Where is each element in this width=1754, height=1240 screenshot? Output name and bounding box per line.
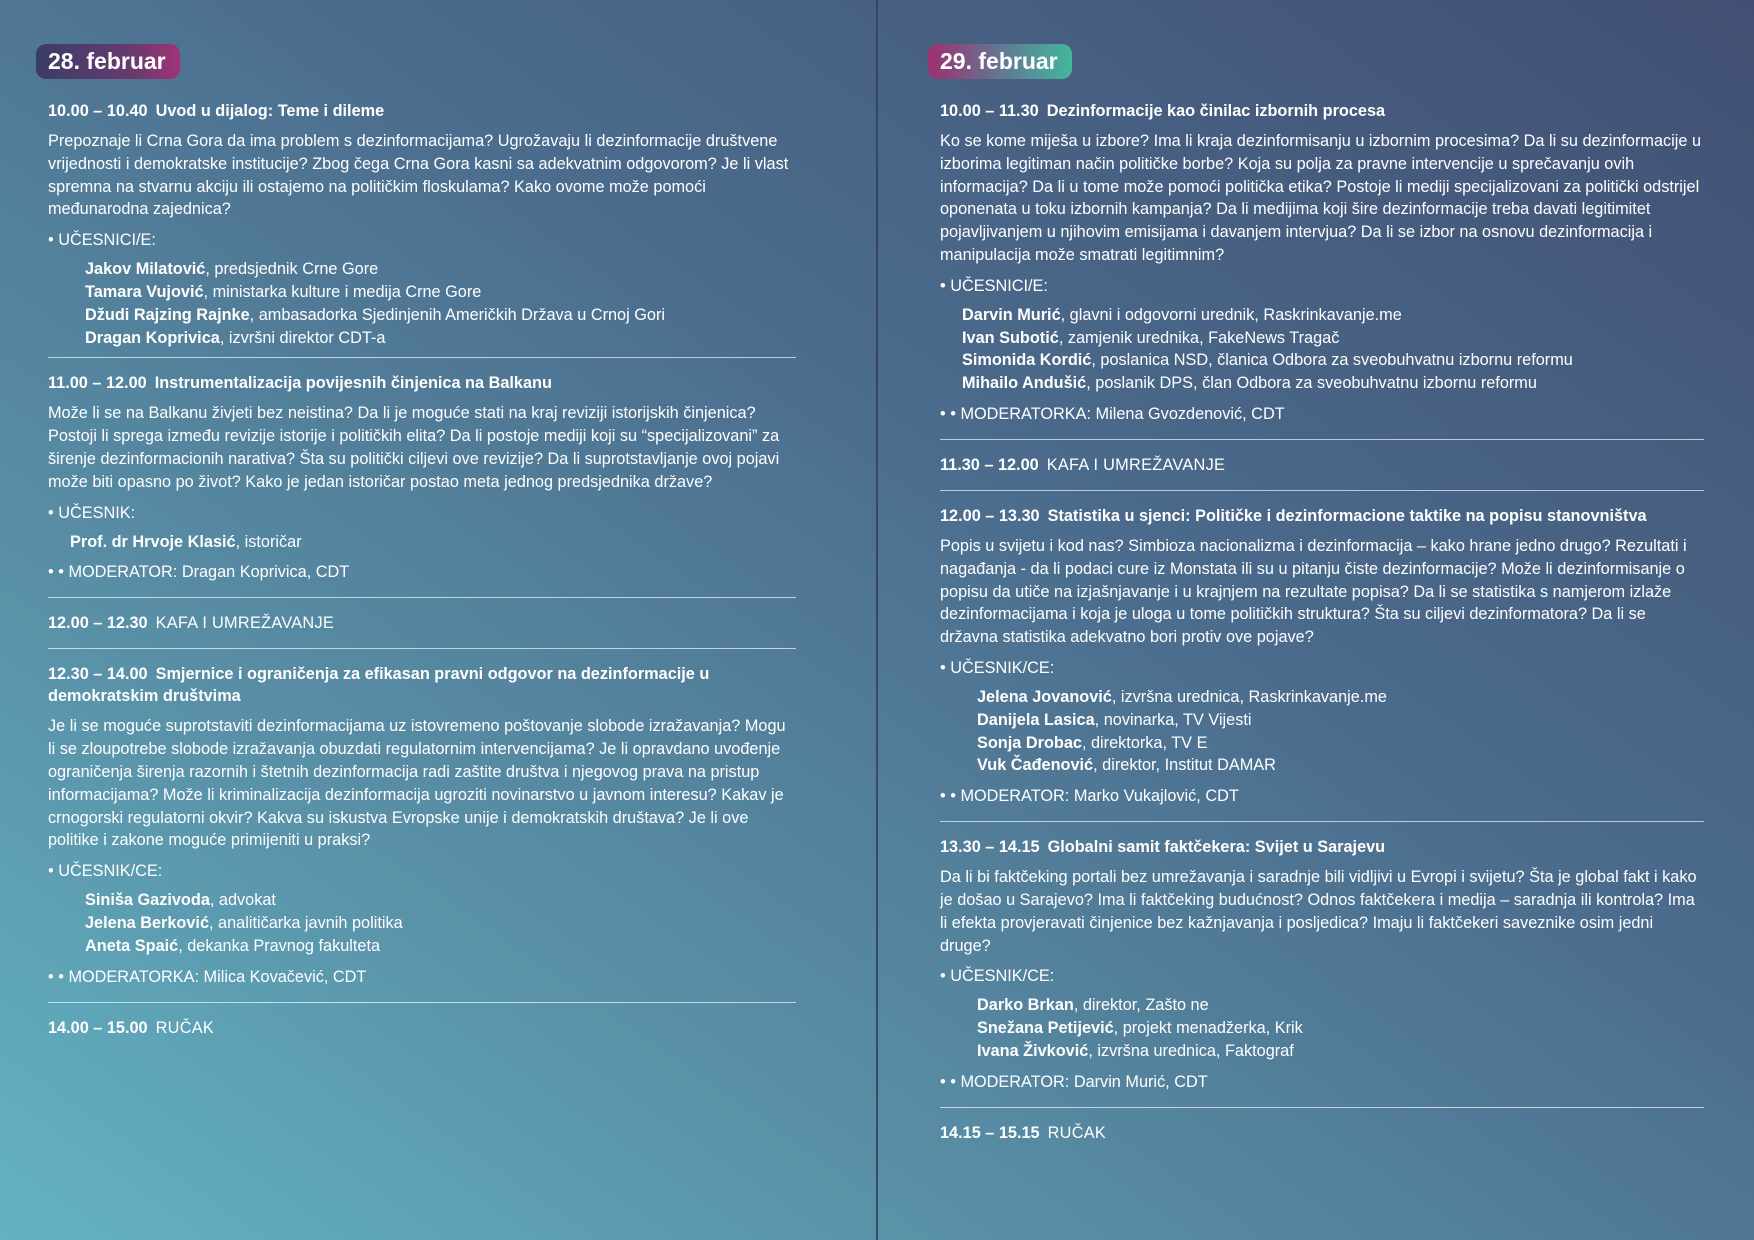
participant — [48, 258, 796, 281]
session-time: 12.30 – 14.00 — [48, 665, 148, 684]
break-label: KAFA I UMREŽAVANJE — [155, 614, 335, 633]
participant-name: Danijela Lasica — [977, 710, 1095, 729]
participants-list — [48, 531, 796, 554]
participant — [940, 994, 1704, 1017]
participant — [940, 1017, 1704, 1040]
participant — [940, 686, 1704, 709]
participant-name: Simonida Kordić — [962, 351, 1092, 370]
participant-role: , advokat — [209, 891, 276, 910]
participant-role: , izvršna urednica, Raskrinkavanje.me — [1111, 687, 1387, 706]
session-title — [940, 505, 1704, 527]
participant-role: , poslanica NSD, članica Odbora za sveobuhvatnu izbornu reformu — [1091, 351, 1573, 370]
participant-role: , izvršni direktor CDT-a — [219, 328, 386, 347]
session-title — [48, 663, 796, 707]
participants-label: • UČESNICI/E: — [48, 231, 156, 250]
participant — [48, 281, 796, 304]
section-divider — [48, 648, 796, 649]
participants-label: • UČESNICI/E: — [940, 276, 1048, 295]
day-column-left — [48, 44, 796, 1053]
session-name: Dezinformacije kao činilac izbornih procesa — [1046, 102, 1386, 120]
participant — [940, 709, 1704, 732]
participant-name: Jakov Milatović — [85, 260, 206, 279]
session-time: 13.30 – 14.15 — [940, 838, 1040, 857]
break-time: 14.00 – 15.00 — [48, 1018, 148, 1037]
participant-name: Ivana Živković — [977, 1041, 1089, 1060]
participant-name: Tamara Vujović — [85, 282, 204, 301]
section-divider — [940, 1107, 1704, 1108]
break-row — [940, 1122, 1704, 1144]
participants-label: • UČESNIK/CE: — [48, 862, 163, 881]
participant-role: , zamjenik urednika, FakeNews Tragač — [1058, 328, 1340, 347]
participant-name: Dragan Koprivica — [85, 328, 220, 347]
session-description: Prepoznaje li Crna Gora da ima problem s dezinformacijama? Ugrožavaju li dezinformacije društvene vrijednosti i demokratske institucije? Zbog čega Crna Gora kasni sa adekvatnim odgovorom? Je li vlast spremna na stvarnu akciju ili ostajemo na političkim floskulama? Kako ovome može pomoći međunarodna zajednica? — [48, 132, 789, 219]
participant-name: Džudi Rajzing Rajnke — [85, 305, 250, 324]
break-row — [940, 454, 1704, 476]
participant-name: Sonja Drobac — [977, 733, 1082, 752]
session-title — [48, 100, 796, 122]
participant — [940, 754, 1704, 777]
participant — [940, 349, 1704, 372]
session-title — [940, 836, 1704, 858]
agenda-session — [940, 836, 1704, 1093]
moderator-line: • • MODERATOR: Marko Vukajlović, CDT — [940, 787, 1239, 806]
participant-role: , novinarka, TV Vijesti — [1094, 710, 1252, 729]
agenda-session — [48, 372, 796, 583]
moderator-line: • • MODERATORKA: Milena Gvozdenović, CDT — [940, 404, 1285, 423]
section-divider — [48, 1002, 796, 1003]
session-title — [48, 372, 796, 394]
participants-list — [940, 304, 1704, 395]
participant-name: Darko Brkan — [977, 996, 1074, 1015]
participant-name: Siniša Gazivoda — [85, 891, 210, 910]
participants-list — [940, 994, 1704, 1062]
participant-role: , analitičarka javnih politika — [209, 913, 403, 932]
participant-role: , direktor, Zašto ne — [1073, 996, 1209, 1015]
section-divider — [48, 597, 796, 598]
participants-list — [940, 686, 1704, 777]
participant — [940, 732, 1704, 755]
session-time: 12.00 – 13.30 — [940, 506, 1040, 525]
session-description: Da li bi faktčeking portali bez umrežavanja i saradnje bili vidljivi u Evropi i svijetu? Šta je global fakt i kako je došao u Sarajevo? Ima li faktčeking budućnost? Odnos faktčekera i medija – saradnja ili kontrola? Ima li efekta provjeravati činjenice bez kažnjavanja i posljedica? Imaju li faktčekeri saveznike osim jedni druge? — [940, 868, 1697, 955]
participant — [940, 1040, 1704, 1063]
agenda-session — [48, 663, 796, 987]
break-time: 11.30 – 12.00 — [940, 455, 1039, 474]
participant-role: , direktorka, TV E — [1081, 733, 1208, 752]
break-row — [48, 1017, 796, 1039]
session-description: Popis u svijetu i kod nas? Simbioza nacionalizma i dezinformacija – kako hrane jedno drugo? Rezultati i nagađanja - da li podaci cure iz Monstata ili su u pitanju čiste dezinformacije? Može li dezinformisanje o popisu da utiče na izjašnjavanje i u krajnjem na rezultate popisa? Da li se statistika s namjerom izlaže dezinformacijama i koja je uloga u tome političkih struktura? Šta su ciljevi dezinformatora? Da li se državna statistika adekvatno bori protiv ove pojave? — [940, 536, 1687, 647]
session-description: Može li se na Balkanu živjeti bez neistina? Da li je moguće stati na kraj reviziji istorijskih činjenica? Postoji li sprega između revizije istorije i političkih elita? Da li postoje mediji koji su “specijalizovani” za širenje dezinformacionih narativa? Šta su politički ciljevi ove revizije? Da li suprotstavljanje ovoj pojavi može biti opasno po život? Kako je jedan istoričar postao meta jednog predsjednika države? — [48, 404, 780, 491]
section-divider — [48, 357, 796, 358]
participant — [48, 912, 796, 935]
break-label: RUČAK — [155, 1018, 215, 1037]
participant-role: , predsjednik Crne Gore — [205, 260, 379, 279]
participant — [48, 304, 796, 327]
participant-role: , ambasadorka Sjedinjenih Američkih Država u Crnoj Gori — [249, 305, 666, 324]
agenda-session — [940, 505, 1704, 807]
participant-name: Mihailo Andušić — [962, 374, 1087, 393]
participant-name: Jelena Jovanović — [977, 687, 1112, 706]
participant-role: , istoričar — [235, 532, 302, 551]
participant-role: , dekanka Pravnog fakulteta — [178, 936, 381, 955]
session-name: Smjernice i ograničenja za efikasan pravni odgovor na dezinformacije u demokratskim društvima — [48, 665, 710, 706]
session-time: 10.00 – 11.30 — [940, 102, 1039, 120]
break-label: RUČAK — [1047, 1123, 1107, 1142]
session-name: Statistika u sjenci: Političke i dezinformacione taktike na popisu stanovništva — [1047, 506, 1647, 525]
day-column-right — [940, 44, 1704, 1158]
section-divider — [940, 439, 1704, 440]
participant-name: Vuk Čađenović — [977, 756, 1094, 775]
participant — [48, 935, 796, 958]
page-fold — [876, 0, 878, 1240]
participant-role: , projekt menadžerka, Krik — [1113, 1019, 1303, 1038]
participant — [940, 372, 1704, 395]
section-divider — [940, 821, 1704, 822]
participant — [48, 889, 796, 912]
participant-role: , poslanik DPS, član Odbora za sveobuhvatnu izbornu reformu — [1086, 374, 1537, 393]
participants-label: • UČESNIK/CE: — [940, 967, 1055, 986]
session-description: Ko se kome miješa u izbore? Ima li kraja dezinformisanju u izbornim procesima? Da li su dezinformacije u izborima legitiman način političke borbe? Koja su polja za pravne intervencije u sprečavanju ovih informacija? Da li u tome može pomoći politička etika? Postoje li mediji specijalizovani za politički odstrijel oponenata u toku izbornih kampanja? Da li medijima koji šire dezinformacije treba davati legitimitet pojavljivanjem u njihovim emisijama i davanjem intervjua? Da li se izbor na osnovu dezinformacija i manipulacija može smatrati legitimnim? — [940, 132, 1702, 264]
session-time: 11.00 – 12.00 — [48, 374, 147, 393]
participant-name: Aneta Spaić — [85, 936, 179, 955]
moderator-line: • • MODERATOR: Dragan Koprivica, CDT — [48, 563, 350, 582]
section-divider — [940, 490, 1704, 491]
participant-role: , glavni i odgovorni urednik, Raskrinkavanje.me — [1060, 305, 1402, 324]
break-time: 12.00 – 12.30 — [48, 614, 148, 633]
date-badge: 28. februar — [36, 44, 180, 79]
session-description: Je li se moguće suprotstaviti dezinformacijama uz istovremeno poštovanje slobode izražavanja? Mogu li se zloupotrebe slobode izražavanja obuzdati regulatornim intervencijama? Je li opravdano uvođenje ograničenja širenja razornih i štetnih dezinformacija radi zaštite društva i njegovog prava na pristup informacijama? Može li kriminalizacija dezinformacija ugroziti novinarstvo u javnom interesu? Kakav je crnogorski regulatorni okvir? Kakva su iskustva Evropske unije i demokratskih društava? Je li ove politike i zakone moguće primijeniti u praksi? — [48, 717, 786, 850]
break-time: 14.15 – 15.15 — [940, 1123, 1040, 1142]
participant-role: , izvršna urednica, Faktograf — [1088, 1041, 1294, 1060]
participant-name: Darvin Murić — [962, 305, 1061, 324]
participant-name: Prof. dr Hrvoje Klasić — [70, 532, 236, 551]
participant — [940, 327, 1704, 350]
agenda-session — [48, 100, 796, 349]
session-name: Instrumentalizacija povijesnih činjenica na Balkanu — [154, 374, 552, 393]
participant-name: Jelena Berković — [85, 913, 209, 932]
break-row — [48, 612, 796, 634]
participant — [48, 531, 796, 554]
participants-list — [48, 258, 796, 349]
participants-label: • UČESNIK: — [48, 503, 136, 522]
session-name: Globalni samit faktčekera: Svijet u Sarajevu — [1047, 838, 1386, 857]
participant-name: Snežana Petijević — [977, 1019, 1114, 1038]
participant-role: , ministarka kulture i medija Crne Gore — [203, 282, 482, 301]
break-label: KAFA I UMREŽAVANJE — [1046, 455, 1226, 474]
participant — [48, 327, 796, 350]
date-badge: 29. februar — [928, 44, 1072, 79]
participant-name: Ivan Subotić — [962, 328, 1059, 347]
session-name: Uvod u dijalog: Teme i dileme — [155, 102, 385, 120]
agenda-session — [940, 100, 1704, 425]
participant-role: , direktor, Institut DAMAR — [1093, 756, 1276, 775]
participants-list — [48, 889, 796, 957]
participants-label: • UČESNIK/CE: — [940, 658, 1055, 677]
moderator-line: • • MODERATOR: Darvin Murić, CDT — [940, 1072, 1208, 1091]
participant — [940, 304, 1704, 327]
session-title — [940, 100, 1704, 122]
session-time: 10.00 – 10.40 — [48, 102, 148, 120]
moderator-line: • • MODERATORKA: Milica Kovačević, CDT — [48, 967, 367, 986]
